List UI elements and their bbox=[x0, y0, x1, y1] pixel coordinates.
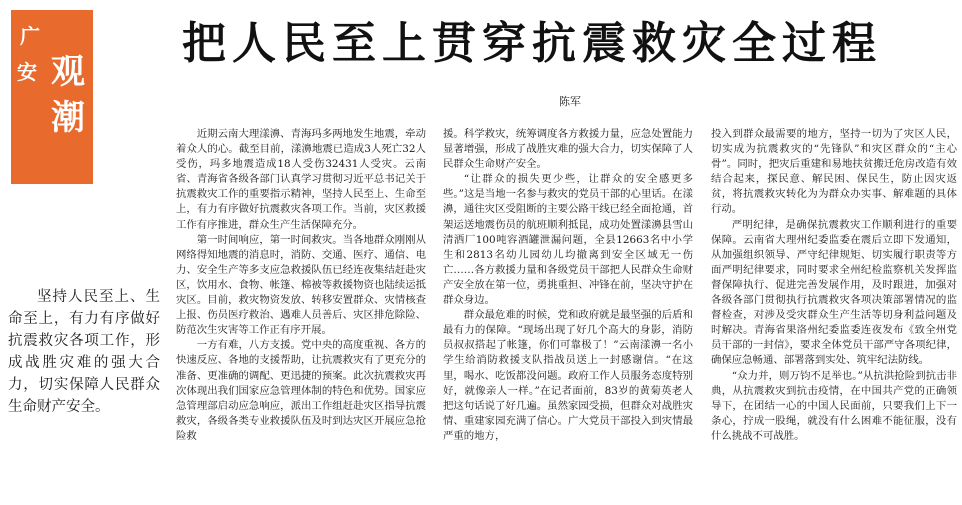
paragraph: “众力并，则万钧不足举也。”从抗洪抢险到抗击非典，从抗震救灾到抗击疫情，在中国共产党的正确领导下，在团结一心的中国人民面前，只要我们上下一条心，拧成一股绳，就没有什么困难不能征服，没有什么挑战不可战胜。 bbox=[711, 369, 957, 442]
paragraph: 严明纪律，是确保抗震救灾工作顺利进行的重要保障。云南省大理州纪委监委在震后立即下发通知，从加强组织领导、严守纪律规矩、切实履行职责等方面严明纪律要求，同时要求全州纪检监察机关发挥监督保障执行、促进完善发展作用，及时跟进，加强对各级各部门贯彻执行抗震救灾各项决策部署情况的监督检查，对涉及受灾群众生产生活等切身利益问题及时解决。青海省果洛州纪委监委连夜发布《致全州党员干部的一封信》，要求全体党员干部严守各项纪律，确保应急畅通、部署落到实处、筑牢纪法防线。 bbox=[711, 218, 957, 367]
paragraph: 近期云南大理漾濞、青海玛多两地发生地震，牵动着众人的心。截至目前，漾濞地震已造成3人死亡32人受伤，玛多地震造成18人受伤32431人受灾。云南省、青海省各级各部门认真学习贯彻习近平总书记关于抗震救灾工作的重要指示精神，坚持人民至上、生命至上，有力有序做好抗震救灾各项工作。当前，灾区救援工作有序推进，群众生产生活保障充分。 bbox=[176, 128, 426, 231]
paragraph: 第一时间响应，第一时间救灾。当各地群众刚刚从网络得知地震的消息时，消防、交通、医疗、通信、电力、安全生产等多支应急救援队伍已经连夜集结赶赴灾区，饮用水、食物、帐篷、棉被等救援物资也陆续运抵灾区。目前，救灾物资发放、转移安置群众、灾情核查上报、伤员医疗救治、遇难人员善后、灾区排危除险、防范次生灾害等工作正有序开展。 bbox=[176, 233, 426, 337]
article-headline: 把人民至上贯穿抗震救灾全过程 bbox=[182, 18, 882, 69]
paragraph: 群众最危难的时候，党和政府就是最坚强的后盾和最有力的保障。“现场出现了好几个高大的身影，消防员叔叔搭起了帐篷，你们可靠极了！”云南漾濞一名小学生给消防救援支队指战员送上一封感谢信。“在这里，喝水、吃饭都没问题。政府工作人员服务态度特别好，就像亲人一样。”在记者面前，83岁的黄菊英老人把这句话说了好几遍。虽然家园受损，但群众对战胜灾情、重建家园充满了信心。广大党员干部投入到灾情最严重的地方， bbox=[443, 309, 693, 442]
author-byline: 陈军 bbox=[559, 95, 581, 108]
paragraph: 投入到群众最需要的地方，坚持一切为了灾区人民，切实成为抗震救灾的“先锋队”和灾区群众的“主心骨”。同时，把灾后重建和易地扶贫搬迁危房改造有效结合起来，探民意、解民困、保民生，防止因灾返贫，将抗震救灾转化为为群众办实事、解难题的具体行动。 bbox=[711, 128, 957, 216]
paragraph: 援。科学救灾，统筹调度各方救援力量，应急处置能力显著增强，形成了战胜灾难的强大合力，切实保障了人民群众生命财产安全。 bbox=[443, 128, 693, 171]
badge-char: 潮 bbox=[51, 98, 85, 138]
article-column-3 bbox=[711, 127, 957, 503]
paragraph: “让群众的损失更少些，让群众的安全感更多些。”这是当地一名参与救灾的党员干部的心里话。在漾濞，通往灾区受阻断的主要公路干线已经全面抢通，首架运送地震伤员的航班顺利抵昆，成功处置漾濞县雪山清洒厂100吨容酒罐泄漏问题，全县12663名中小学生和2813名幼儿园幼儿均撤离到安全区域无一伤亡……各方救援力量和各级党员干部把人民群众生命财产安全放在第一位，勇挑重担、冲锋在前，坚决守护在群众身边。 bbox=[443, 173, 693, 307]
paragraph: 一方有难，八方支援。党中央的高度重视、各方的快速反应、各地的支援帮助，让抗震救灾有了更充分的准备、更准确的调配、更迅捷的预案。此次抗震救灾再次体现出我们国家应急管理体制的特色和优势。国家应急管理部启动应急响应，派出工作组赶赴灾区指导抗震救灾，各级各类专业救援队伍及时到达灾区开展应急抢险救 bbox=[176, 339, 426, 442]
badge-char: 广 bbox=[20, 24, 40, 48]
badge-char: 安 bbox=[17, 60, 37, 84]
pull-quote-summary: 坚持人民至上、生命至上，有力有序做好抗震救灾各项工作，形成战胜灾难的强大合力，切实保障人民群众生命财产安全。 bbox=[8, 289, 160, 415]
article-column-1 bbox=[176, 127, 426, 503]
badge-char: 观 bbox=[51, 52, 85, 92]
article-column-2 bbox=[443, 127, 693, 503]
column-badge bbox=[11, 10, 93, 184]
